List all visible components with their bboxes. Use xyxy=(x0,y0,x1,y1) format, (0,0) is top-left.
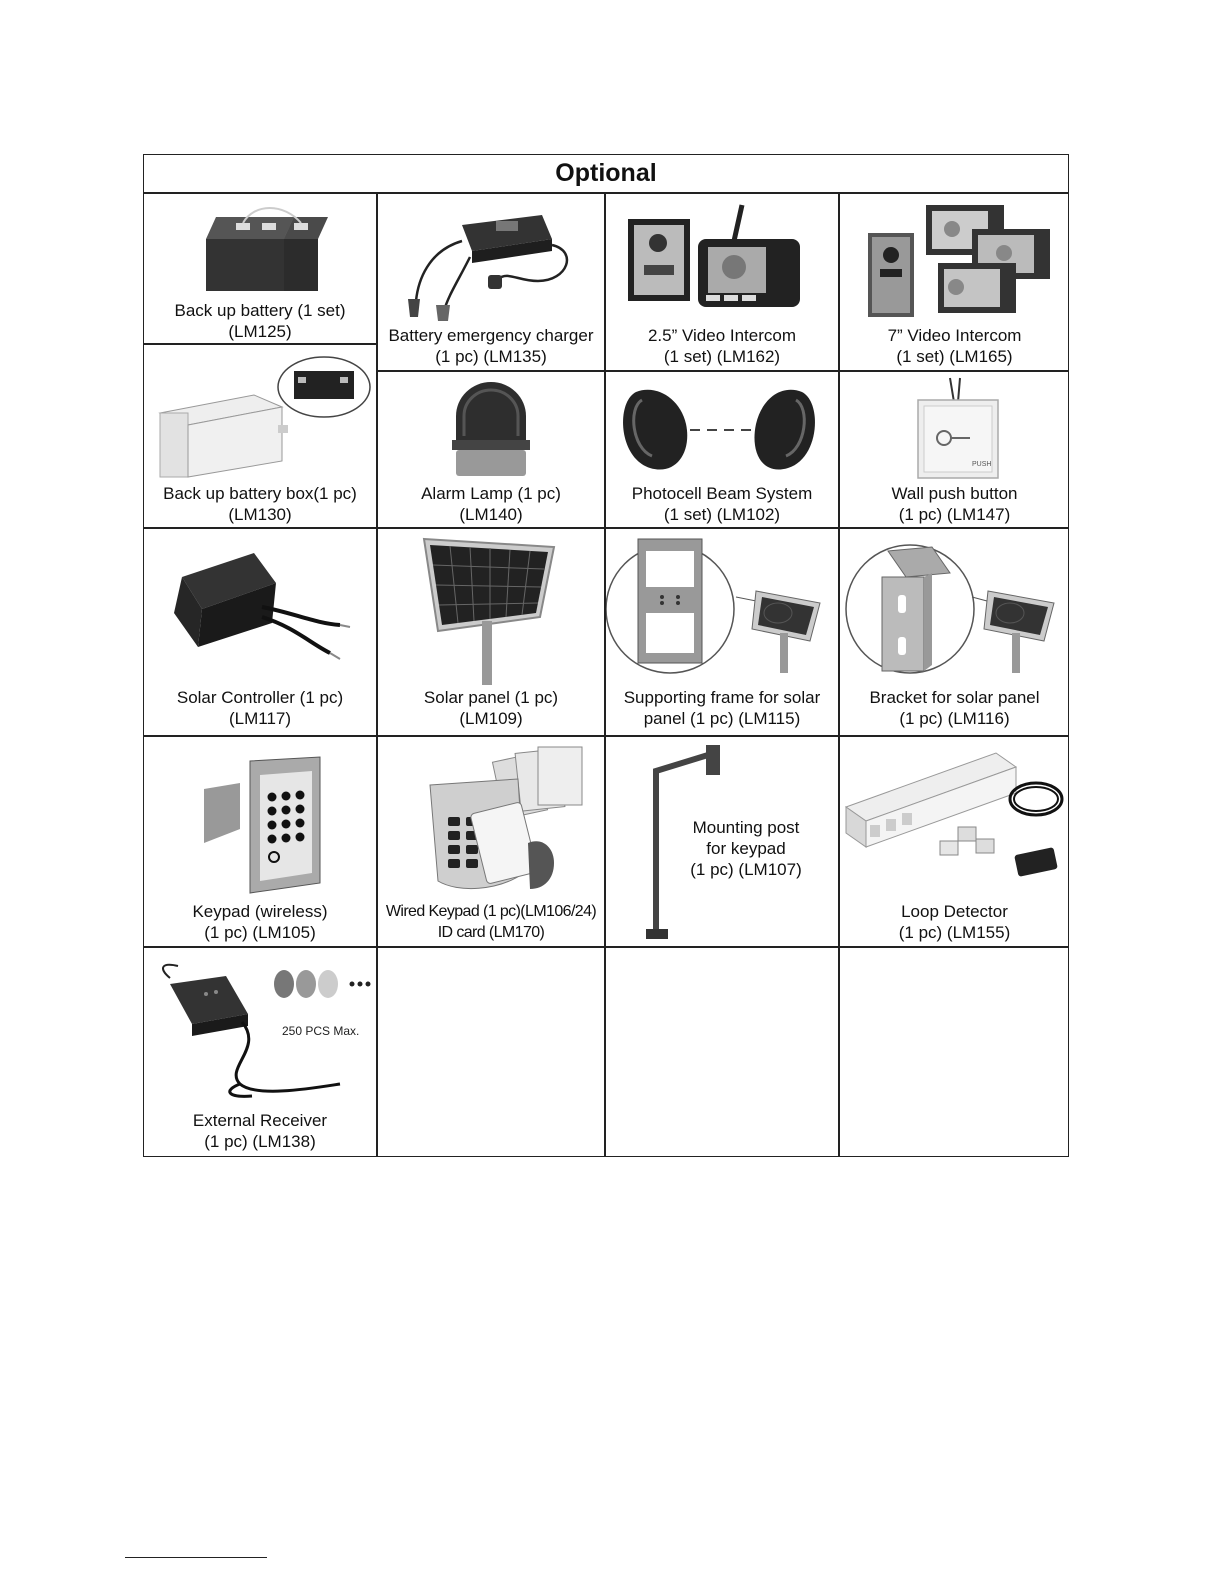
item-code: ID card (LM170) xyxy=(437,924,545,941)
item-code: (1 set) (LM162) xyxy=(663,347,781,366)
charger-icon xyxy=(378,201,604,321)
item-code: (1 pc) (LM155) xyxy=(898,923,1011,942)
solar-controller-icon xyxy=(144,543,376,675)
item-name: 7” Video Intercom xyxy=(887,326,1022,345)
item-name: Mounting post xyxy=(692,818,800,837)
battery-pack-icon xyxy=(144,199,376,299)
item-video-intercom-7 xyxy=(840,193,1069,370)
item-desc: for keypad xyxy=(706,839,786,858)
item-name: Battery emergency charger xyxy=(388,326,594,345)
item-name: Solar Controller (1 pc) xyxy=(176,688,344,707)
video-intercom-7-icon xyxy=(840,201,1069,321)
item-name: Solar panel (1 pc) xyxy=(423,688,559,707)
item-code: (1 pc) (LM135) xyxy=(435,347,547,366)
item-wired-keypad xyxy=(378,737,604,946)
item-code: (LM109) xyxy=(459,709,523,728)
item-code: (1 set) (LM102) xyxy=(663,505,781,524)
item-name: Back up battery (1 set) xyxy=(174,301,346,320)
item-name: Photocell Beam System xyxy=(631,484,813,503)
item-keypad-wireless xyxy=(144,737,376,946)
item-name: Wall push button xyxy=(891,484,1018,503)
item-name: Back up battery box(1 pc) xyxy=(163,484,357,503)
support-frame-icon xyxy=(606,537,838,687)
wired-keypad-icon xyxy=(378,743,604,899)
item-backup-battery xyxy=(144,193,376,343)
item-video-intercom-25 xyxy=(606,193,838,370)
keypad-icon xyxy=(144,753,376,897)
item-code: (LM117) xyxy=(228,709,292,728)
item-code: (1 pc) (LM107) xyxy=(690,860,802,879)
solar-panel-icon xyxy=(378,535,604,685)
item-code: (1 pc) (LM138) xyxy=(204,1132,316,1151)
item-code: (LM140) xyxy=(459,505,523,524)
item-code: (LM130) xyxy=(228,505,292,524)
item-mounting-post xyxy=(606,737,838,946)
item-battery-box xyxy=(144,345,376,527)
footnote-separator xyxy=(125,1557,267,1558)
loop-detector-icon xyxy=(840,747,1069,897)
item-code: (1 pc) (LM116) xyxy=(899,709,1010,728)
item-bracket xyxy=(840,529,1069,735)
table-title: Optional xyxy=(555,159,657,187)
item-name: Supporting frame for solar xyxy=(623,688,821,707)
battery-box-icon xyxy=(144,349,376,481)
item-name: External Receiver xyxy=(192,1111,328,1130)
item-name: Bracket for solar panel xyxy=(869,688,1040,707)
max-count-badge: 250 PCS Max. xyxy=(282,1024,360,1038)
item-solar-panel xyxy=(378,529,604,735)
item-code: (1 set) (LM165) xyxy=(896,347,1013,366)
item-alarm-lamp xyxy=(378,372,604,527)
photocell-icon xyxy=(606,378,838,478)
item-wall-push-button xyxy=(840,372,1069,527)
item-name: Wired Keypad (1 pc)(LM106/24) xyxy=(385,903,597,920)
item-name: 2.5” Video Intercom xyxy=(647,326,797,345)
push-button-icon xyxy=(840,376,1069,480)
alarm-lamp-icon xyxy=(378,376,604,480)
item-photocell xyxy=(606,372,838,527)
video-intercom-icon xyxy=(606,201,838,321)
item-code: (LM125) xyxy=(228,322,292,341)
item-supporting-frame xyxy=(606,529,838,735)
item-solar-controller xyxy=(144,529,376,735)
item-code: panel (1 pc) (LM115) xyxy=(643,709,801,728)
item-loop-detector xyxy=(840,737,1069,946)
item-name: Keypad (wireless) xyxy=(192,902,328,921)
item-name: Loop Detector xyxy=(901,902,1008,921)
item-external-receiver xyxy=(144,948,376,1157)
item-battery-charger xyxy=(378,193,604,370)
bracket-icon xyxy=(840,537,1069,687)
item-name: Alarm Lamp (1 pc) xyxy=(421,484,561,503)
item-code: (1 pc) (LM105) xyxy=(204,923,316,942)
item-code: (1 pc) (LM147) xyxy=(898,505,1011,524)
svg-text:PUSH: PUSH xyxy=(972,461,992,468)
